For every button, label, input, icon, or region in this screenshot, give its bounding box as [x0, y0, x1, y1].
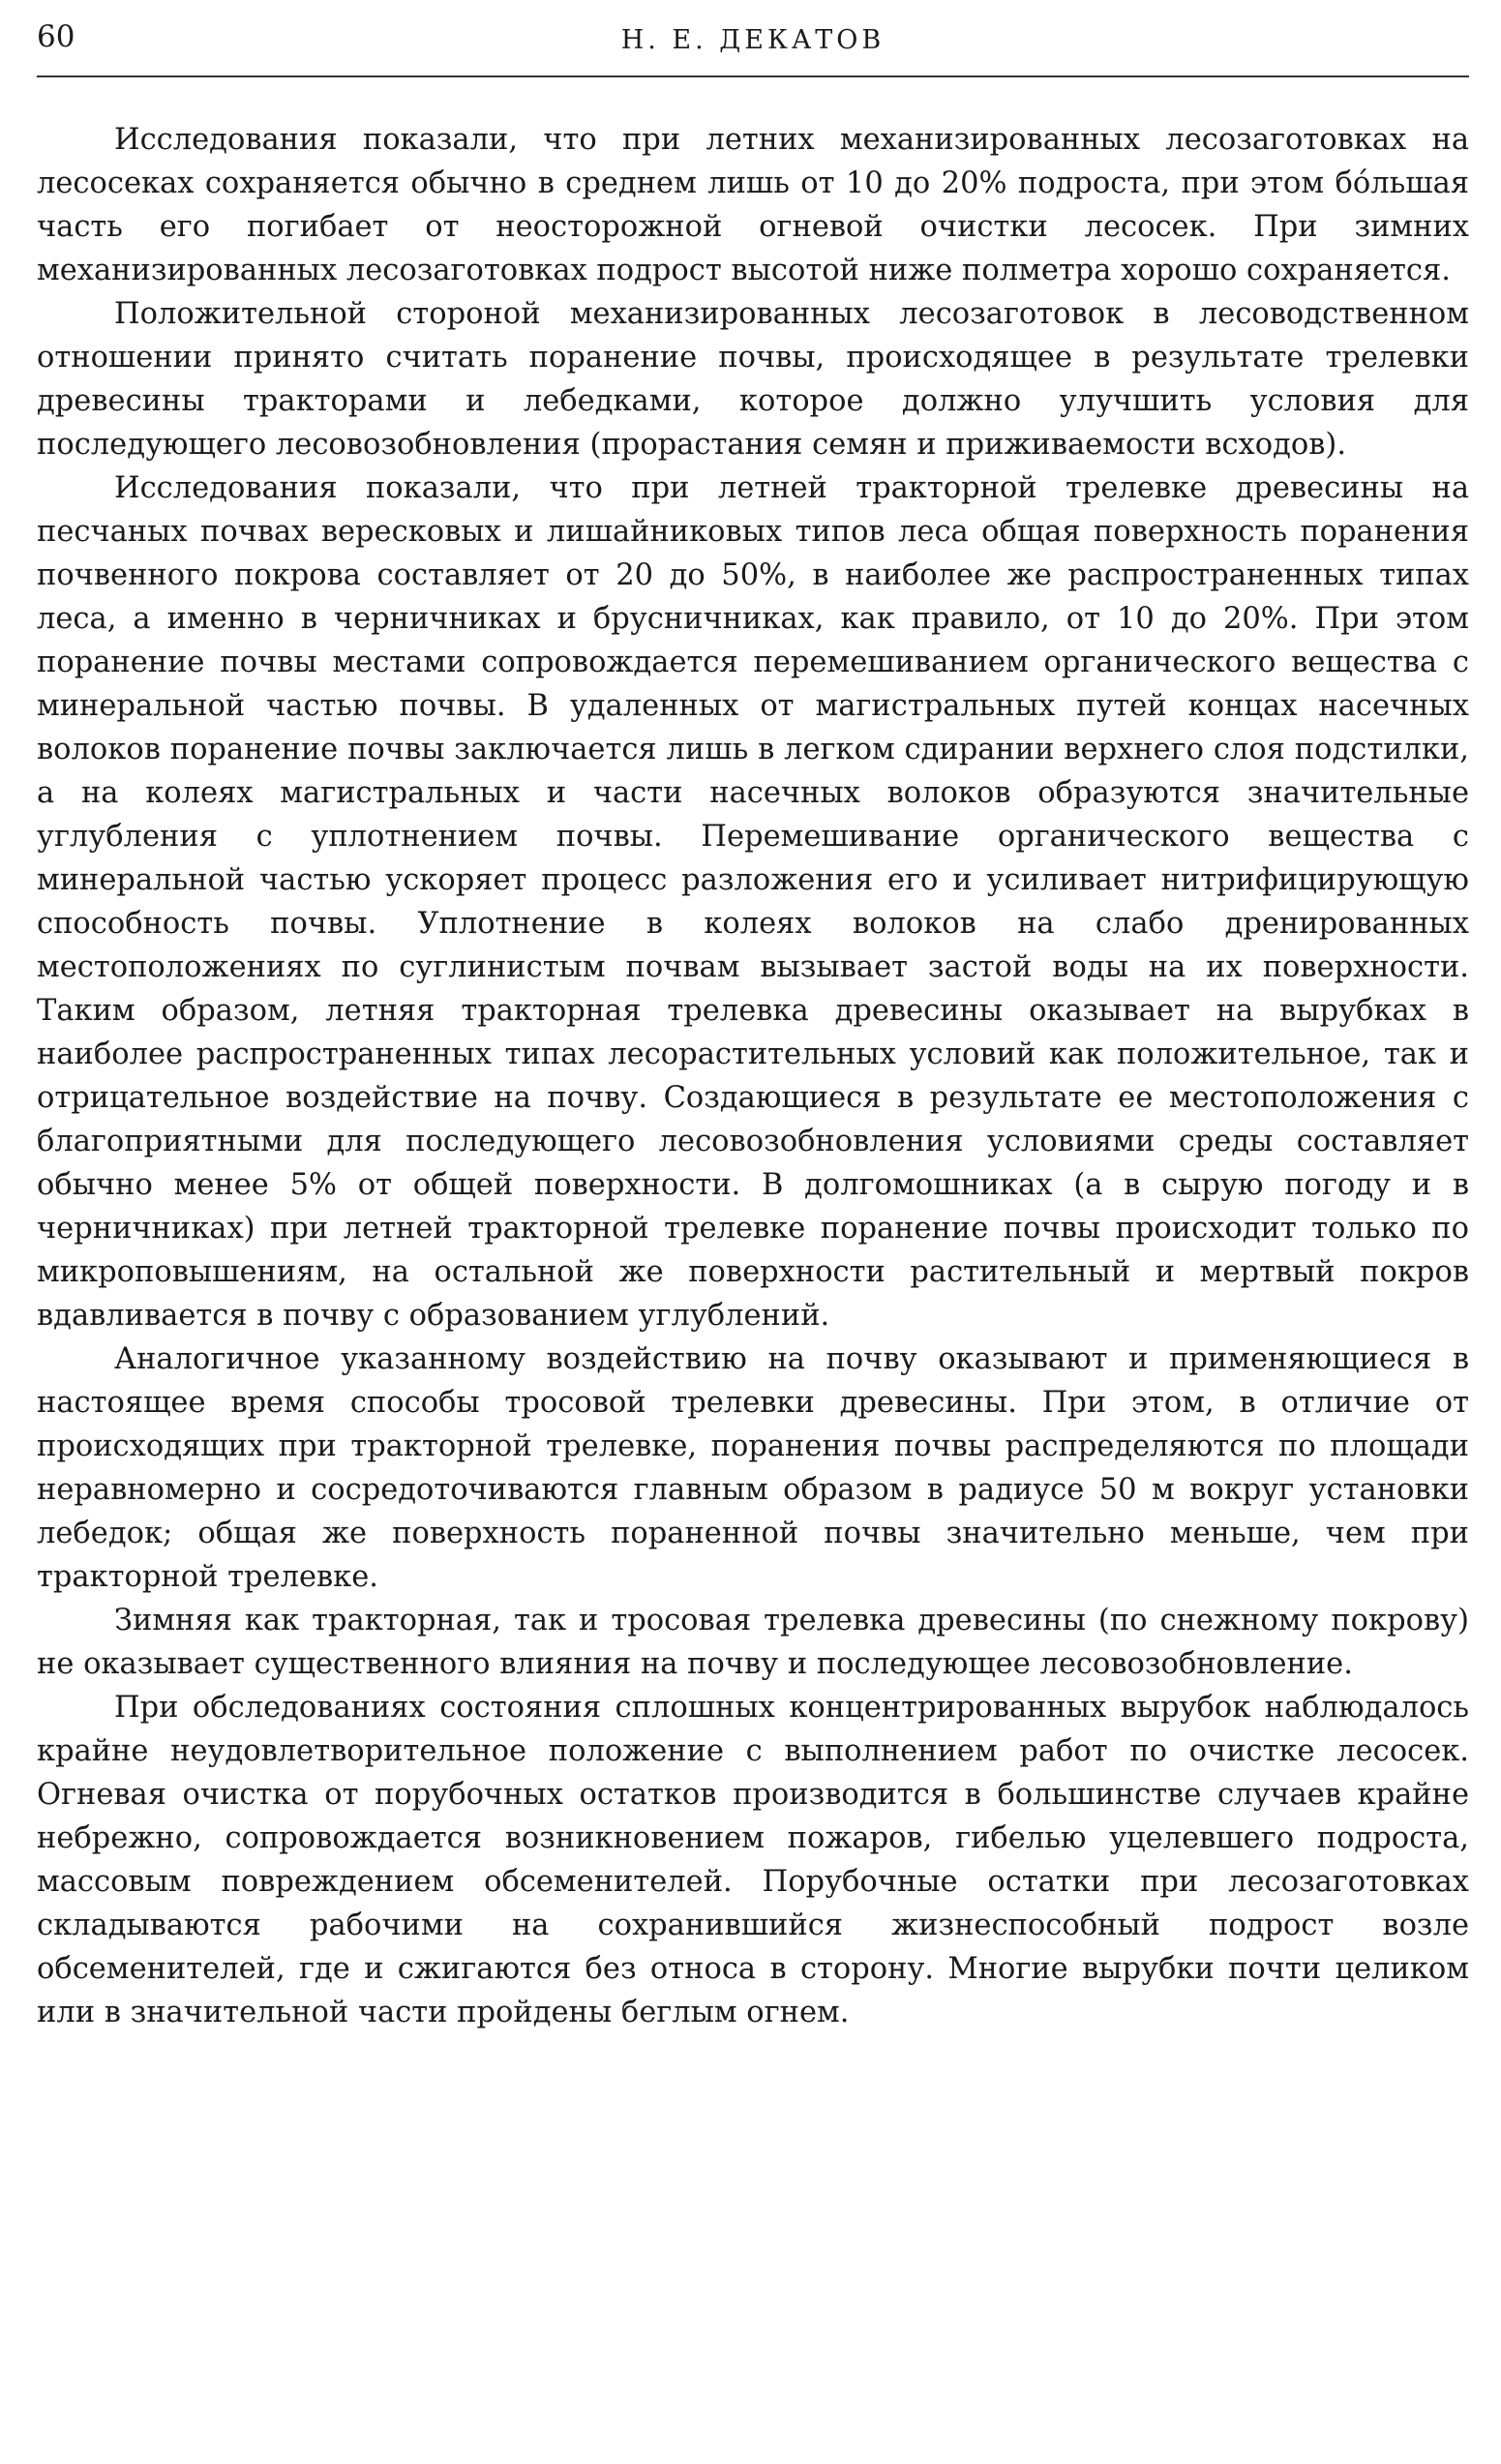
- book-page: [37, 17, 1469, 2437]
- header-rule: [37, 75, 1469, 77]
- paragraph: Аналогичное указанному воздействию на почву оказывают и применяющиеся в настоящее время способы тросовой трелевки древесины. При этом, в отличие от происходящих при тракторной трелевке, поранения почвы распределяются по площади неравномерно и сосредоточиваются главным образом в радиусе 50 м вокруг установки лебедок; общая же поверхность пораненной почвы значительно меньше, чем при тракторной трелевке.: [37, 1342, 1469, 1594]
- paragraph: Зимняя как тракторная, так и тросовая трелевка древесины (по снежному покрову) не оказывает существенного влияния на почву и последующее лесовозобновление.: [37, 1604, 1469, 1681]
- paragraph: Исследования показали, что при летних механизированных лесозаготовках на лесосеках сохраняется обычно в среднем лишь от 10 до 20% подроста, при этом бóльшая часть его погибает от неосторожной огневой очистки лесосек. При зимних механизированных лесозаготовках подрост высотой ниже полметра хорошо сохраняется.: [37, 123, 1469, 287]
- running-head: [37, 17, 1469, 68]
- page-number: 60: [37, 19, 75, 54]
- running-title: Н. Е. ДЕКАТОВ: [620, 25, 886, 55]
- paragraph: Положительной стороной механизированных лесозаготовок в лесоводственном отношении принято считать поранение почвы, происходящее в результате трелевки древесины тракторами и лебедками, которое должно улучшить условия для последующего лесовозобновления (прорастания семян и приживаемости всходов).: [37, 297, 1469, 462]
- paragraph: Исследования показали, что при летней тракторной трелевке древесины на песчаных почвах вересковых и лишайниковых типов леса общая поверхность поранения почвенного покрова составляет от 20 до 50%, в наиболее же распространенных типах леса, а именно в черничниках и брусничниках, как правило, от 10 до 20%. При этом поранение почвы местами сопровождается перемешиванием органического вещества с минеральной частью почвы. В удаленных от магистральных путей концах насечных волоков поранение почвы заключается лишь в легком сдирании верхнего слоя подстилки, а на колеях магистральных и части насечных волоков образуются значительные углубления с уплотнением почвы. Перемешивание органического вещества с минеральной частью ускоряет процесс разложения его и усиливает нитрифицирующую способность почвы. Уплотнение в колеях волоков на слабо дренированных местоположениях по суглинистым почвам вызывает застой воды на их поверхности. Таким образом, летняя тракторная трелевка древесины оказывает на вырубках в наиболее распространенных типах лесорастительных условий как положительное, так и отрицательное воздействие на почву. Создающиеся в результате ее местоположения с благоприятными для последующего лесовозобновления условиями среды составляет обычно менее 5% от общей поверхности. В долгомошниках (а в сырую погоду и в черничниках) при летней тракторной трелевке поранение почвы происходит только по микроповышениям, на остальной же поверхности растительный и мертвый покров вдавливается в почву с образованием углублений.: [37, 471, 1469, 1333]
- paragraph: При обследованиях состояния сплошных концентрированных вырубок наблюдалось крайне неудовлетворительное положение с выполнением работ по очистке лесосек. Огневая очистка от порубочных остатков производится в большинстве случаев крайне небрежно, сопровождается возникновением пожаров, гибелью уцелевшего подроста, массовым повреждением обсеменителей. Порубочные остатки при лесозаготовках складываются рабочими на сохранившийся жизнеспособный подрост возле обсеменителей, где и сжигаются без относа в сторону. Многие вырубки почти целиком или в значительной части пройдены беглым огнем.: [37, 1691, 1469, 2029]
- body-text: [37, 118, 1469, 2034]
